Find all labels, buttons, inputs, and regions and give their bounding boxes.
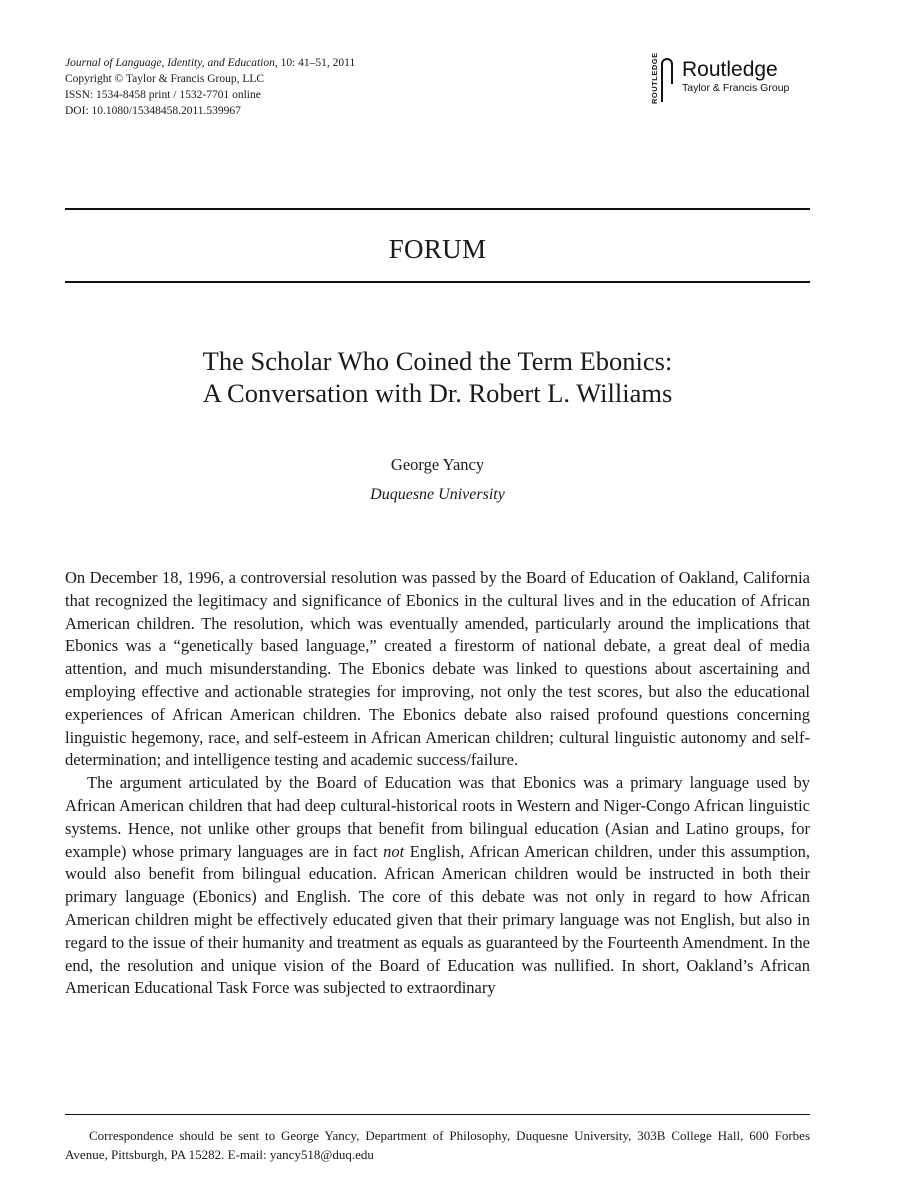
article-title xyxy=(65,345,810,409)
journal-metadata xyxy=(65,55,355,119)
issn-line: ISSN: 1534-8458 print / 1532-7701 online xyxy=(65,89,261,101)
logo-group: Taylor & Francis Group xyxy=(682,82,790,94)
footnote-rule xyxy=(65,1114,810,1115)
paragraph-1: On December 18, 1996, a controversial resolution was passed by the Board of Education of Oakland, California that recognized the legitimacy and significance of Ebonics in the cultural lives and in the education of African American children. The resolution, which was eventually amended, particularly around the implications that Ebonics was a “genetically based language,” created a firestorm of national debate, a great deal of media attention, and much misunderstanding. The Ebonics debate was linked to questions about ascertaining and employing effective and actionable strategies for improving, not only the test scores, but also the educational experiences of African American children. The Ebonics debate also raised profound questions concerning linguistic hegemony, race, and self-esteem in African American children; cultural linguistic autonomy and self-determination; and intelligence testing and academic success/failure. xyxy=(65,568,810,770)
journal-volume: , 10: 41–51, 2011 xyxy=(274,57,356,69)
routledge-mark-icon xyxy=(661,58,675,102)
article-body xyxy=(65,567,810,1000)
footnote-text: Correspondence should be sent to George Yancy, Department of Philosophy, Duquesne University, 303B College Hall, 600 Forbes Avenue, Pittsburgh, PA 15282. E-mail: yancy518@duq.edu xyxy=(65,1128,810,1162)
correspondence-footnote xyxy=(65,1126,810,1164)
journal-citation xyxy=(65,55,355,71)
section-rule-bottom xyxy=(65,281,810,283)
copyright-line: Copyright © Taylor & Francis Group, LLC xyxy=(65,73,265,85)
paragraph-2-part-a: The argument articulated by the Board of Education was that Ebonics was a primary language used by African American children that had deep cultural-historical roots in Western and Niger-Congo African linguistic systems. Hence, not unlike other groups that benefit from bilingual education (Asian and Latino groups, for example) whose primary languages are in fact xyxy=(65,773,810,861)
section-rule-top xyxy=(65,208,810,210)
routledge-logo xyxy=(650,52,790,104)
journal-name: Journal of Language, Identity, and Education xyxy=(65,57,275,69)
logo-name: Routledge xyxy=(682,58,778,81)
title-line-1: The Scholar Who Coined the Term Ebonics: xyxy=(202,346,673,376)
author-affiliation: Duquesne University xyxy=(370,486,505,503)
title-line-2: A Conversation with Dr. Robert L. Williams xyxy=(202,378,673,408)
section-heading: FORUM xyxy=(388,234,487,264)
paragraph-2-emphasis: not xyxy=(383,841,405,861)
author-name: George Yancy xyxy=(390,455,485,474)
paragraph-2-part-b: English, African American children, under this assumption, would also benefit from bilingual education. African American children would be instructed in both their primary language (Ebonics) and English. The core of this debate was not only in regard to how African American children might be effectively educated given that their primary language was not English, but also in regard to the issue of their humanity and treatment as equals as guaranteed by the Fourteenth Amendment. In the end, the resolution and unique vision of the Board of Education was nullified. In short, Oakland’s African American Educational Task Force was subjected to extraordinary xyxy=(65,841,810,998)
logo-vertical-text: ROUTLEDGE xyxy=(650,52,659,104)
doi-line: DOI: 10.1080/15348458.2011.539967 xyxy=(65,105,241,117)
logo-brand xyxy=(682,58,789,95)
paragraph-2 xyxy=(65,772,810,1000)
